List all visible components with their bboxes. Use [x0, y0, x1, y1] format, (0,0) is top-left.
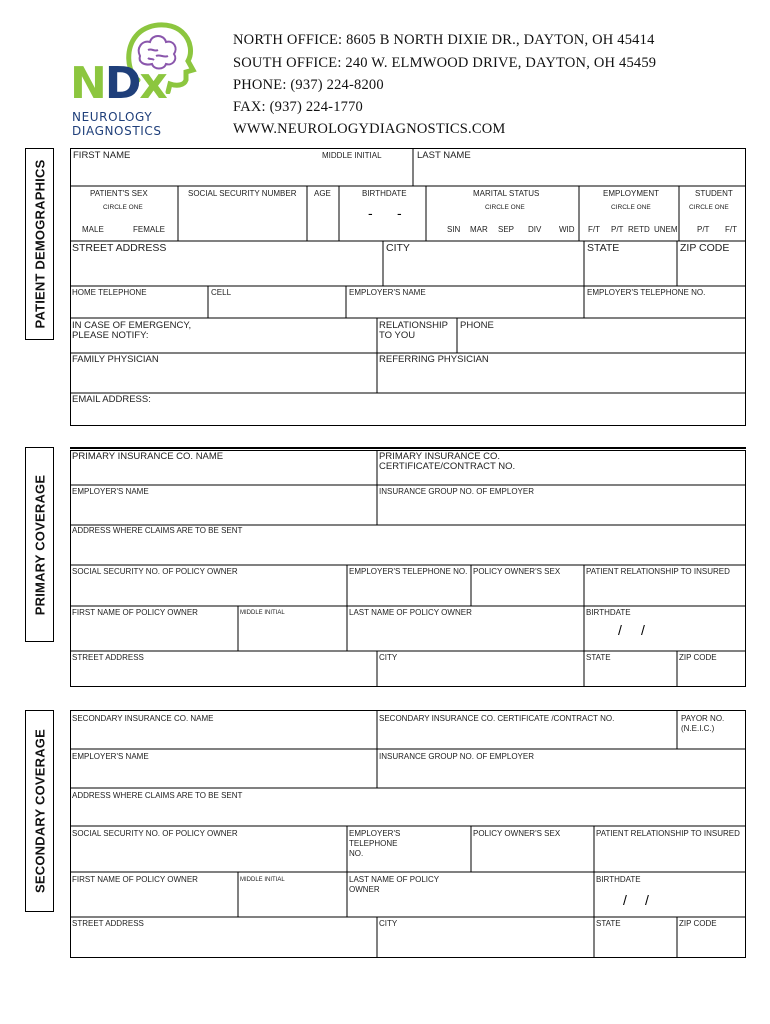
secondary-group-no-field[interactable]: INSURANCE GROUP NO. OF EMPLOYER — [379, 752, 534, 761]
north-office: NORTH OFFICE: 8605 B NORTH DIXIE DR., DAYTON, OH 45414 — [233, 32, 655, 48]
secondary-city-field[interactable]: CITY — [379, 919, 398, 928]
employment-label: EMPLOYMENT — [603, 189, 660, 198]
secondary-state-field[interactable]: STATE — [596, 919, 621, 928]
primary-first-name-owner-field[interactable]: FIRST NAME OF POLICY OWNER — [72, 608, 198, 617]
primary-insurance-name-field[interactable]: PRIMARY INSURANCE CO. NAME — [72, 451, 224, 462]
office-fax: FAX: (937) 224-1770 — [233, 99, 363, 115]
secondary-first-name-owner-field[interactable]: FIRST NAME OF POLICY OWNER — [72, 875, 198, 884]
middle-initial-field[interactable]: MIDDLE INITIAL — [322, 151, 382, 160]
secondary-date-separator-1: / — [623, 892, 627, 908]
student-circle-one: CIRCLE ONE — [689, 204, 729, 211]
logo-line-neurology: NEUROLOGY — [72, 110, 153, 124]
patient-sex-label: PATIENT'S SEX — [90, 189, 148, 198]
primary-date-separator-1: / — [618, 622, 622, 638]
primary-employer-tel-field[interactable]: EMPLOYER'S TELEPHONE NO. — [349, 567, 468, 576]
primary-employer-name-field[interactable]: EMPLOYER'S NAME — [72, 487, 149, 496]
marital-option-mar[interactable]: MAR — [470, 225, 488, 234]
sex-option-female[interactable]: FEMALE — [133, 225, 166, 234]
employment-option-ft[interactable]: F/T — [588, 225, 600, 234]
marital-status-label: MARITAL STATUS — [473, 189, 540, 198]
primary-last-name-owner-field[interactable]: LAST NAME OF POLICY OWNER — [349, 608, 472, 617]
marital-option-sin[interactable]: SIN — [447, 225, 461, 234]
primary-street-field[interactable]: STREET ADDRESS — [72, 653, 144, 662]
section-label-secondary: SECONDARY COVERAGE — [25, 710, 54, 912]
state-field[interactable]: STATE — [587, 242, 620, 254]
logo-line-diagnostics: DIAGNOSTICS — [72, 124, 162, 138]
primary-certificate-field[interactable]: PRIMARY INSURANCE CO. CERTIFICATE/CONTRACT NO. — [379, 451, 516, 472]
emergency-contact-field[interactable]: IN CASE OF EMERGENCY, PLEASE NOTIFY: — [72, 320, 192, 341]
employment-circle-one: CIRCLE ONE — [611, 204, 651, 211]
section-label-demographics: PATIENT DEMOGRAPHICS — [25, 148, 54, 340]
secondary-date-separator-2: / — [645, 892, 649, 908]
student-option-ft[interactable]: F/T — [725, 225, 737, 234]
birthdate-field[interactable]: BIRTHDATE — [362, 189, 407, 198]
primary-relationship-field[interactable]: PATIENT RELATIONSHIP TO INSURED — [586, 567, 730, 576]
secondary-owner-sex-field[interactable]: POLICY OWNER'S SEX — [473, 829, 561, 838]
family-physician-field[interactable]: FAMILY PHYSICIAN — [72, 354, 159, 365]
student-label: STUDENT — [695, 189, 733, 198]
primary-group-no-field[interactable]: INSURANCE GROUP NO. OF EMPLOYER — [379, 487, 534, 496]
marital-option-sep[interactable]: SEP — [498, 225, 515, 234]
marital-circle-one: CIRCLE ONE — [485, 204, 525, 211]
office-phone: PHONE: (937) 224-8200 — [233, 77, 384, 93]
employment-option-pt[interactable]: P/T — [611, 225, 624, 234]
primary-divider — [70, 447, 746, 449]
employer-telephone-field[interactable]: EMPLOYER'S TELEPHONE NO. — [587, 288, 706, 297]
primary-zip-field[interactable]: ZIP CODE — [679, 653, 717, 662]
street-address-field[interactable]: STREET ADDRESS — [72, 242, 167, 254]
birthdate-separator-1: - — [368, 205, 373, 221]
first-name-field[interactable]: FIRST NAME — [73, 150, 131, 161]
marital-option-div[interactable]: DIV — [528, 225, 542, 234]
student-option-pt[interactable]: P/T — [697, 225, 710, 234]
secondary-employer-tel-field[interactable]: EMPLOYER'S TELEPHONE NO. — [349, 829, 401, 858]
primary-state-field[interactable]: STATE — [586, 653, 611, 662]
marital-option-wid[interactable]: WID — [559, 225, 575, 234]
secondary-section — [70, 710, 746, 958]
sex-option-male[interactable]: MALE — [82, 225, 104, 234]
age-field[interactable]: AGE — [314, 189, 331, 198]
relationship-field[interactable]: RELATIONSHIP TO YOU — [379, 320, 448, 341]
section-label-primary: PRIMARY COVERAGE — [25, 447, 54, 642]
secondary-insurance-name-field[interactable]: SECONDARY INSURANCE CO. NAME — [72, 714, 214, 723]
secondary-middle-initial-field[interactable]: MIDDLE INITIAL — [240, 877, 285, 883]
referring-physician-field[interactable]: REFERRING PHYSICIAN — [379, 354, 489, 365]
emergency-phone-field[interactable]: PHONE — [460, 320, 494, 331]
primary-ssn-owner-field[interactable]: SOCIAL SECURITY NO. OF POLICY OWNER — [72, 567, 238, 576]
primary-date-separator-2: / — [641, 622, 645, 638]
website: WWW.NEUROLOGYDIAGNOSTICS.COM — [233, 121, 506, 137]
secondary-last-name-owner-field[interactable]: LAST NAME OF POLICY OWNER — [349, 875, 439, 894]
secondary-birthdate-field[interactable]: BIRTHDATE — [596, 875, 641, 884]
secondary-payor-field[interactable]: PAYOR NO. (N.E.I.C.) — [681, 714, 725, 733]
secondary-certificate-field[interactable]: SECONDARY INSURANCE CO. CERTIFICATE /CONTRACT NO. — [379, 714, 615, 723]
secondary-employer-name-field[interactable]: EMPLOYER'S NAME — [72, 752, 149, 761]
demographics-section — [70, 148, 746, 426]
last-name-field[interactable]: LAST NAME — [417, 150, 471, 161]
secondary-zip-field[interactable]: ZIP CODE — [679, 919, 717, 928]
birthdate-separator-2: - — [397, 205, 402, 221]
secondary-relationship-field[interactable]: PATIENT RELATIONSHIP TO INSURED — [596, 829, 740, 838]
zip-code-field[interactable]: ZIP CODE — [680, 242, 730, 254]
secondary-ssn-owner-field[interactable]: SOCIAL SECURITY NO. OF POLICY OWNER — [72, 829, 238, 838]
city-field[interactable]: CITY — [386, 242, 410, 254]
email-address-field[interactable]: EMAIL ADDRESS: — [72, 394, 151, 405]
primary-city-field[interactable]: CITY — [379, 653, 398, 662]
home-telephone-field[interactable]: HOME TELEPHONE — [72, 288, 147, 297]
employer-name-field[interactable]: EMPLOYER'S NAME — [349, 288, 426, 297]
primary-claims-address-field[interactable]: ADDRESS WHERE CLAIMS ARE TO BE SENT — [72, 526, 243, 535]
primary-section — [70, 450, 746, 687]
logo-mark: NDx — [70, 58, 166, 109]
ssn-field[interactable]: SOCIAL SECURITY NUMBER — [188, 189, 297, 198]
primary-middle-initial-field[interactable]: MIDDLE INITIAL — [240, 610, 285, 616]
south-office: SOUTH OFFICE: 240 W. ELMWOOD DRIVE, DAYTON, OH 45459 — [233, 55, 657, 71]
primary-owner-sex-field[interactable]: POLICY OWNER'S SEX — [473, 567, 561, 576]
sex-circle-one: CIRCLE ONE — [103, 204, 143, 211]
primary-birthdate-field[interactable]: BIRTHDATE — [586, 608, 631, 617]
secondary-street-field[interactable]: STREET ADDRESS — [72, 919, 144, 928]
employment-option-unem[interactable]: UNEM — [654, 225, 678, 234]
cell-field[interactable]: CELL — [211, 288, 232, 297]
employment-option-retd[interactable]: RETD — [628, 225, 650, 234]
secondary-claims-address-field[interactable]: ADDRESS WHERE CLAIMS ARE TO BE SENT — [72, 791, 243, 800]
